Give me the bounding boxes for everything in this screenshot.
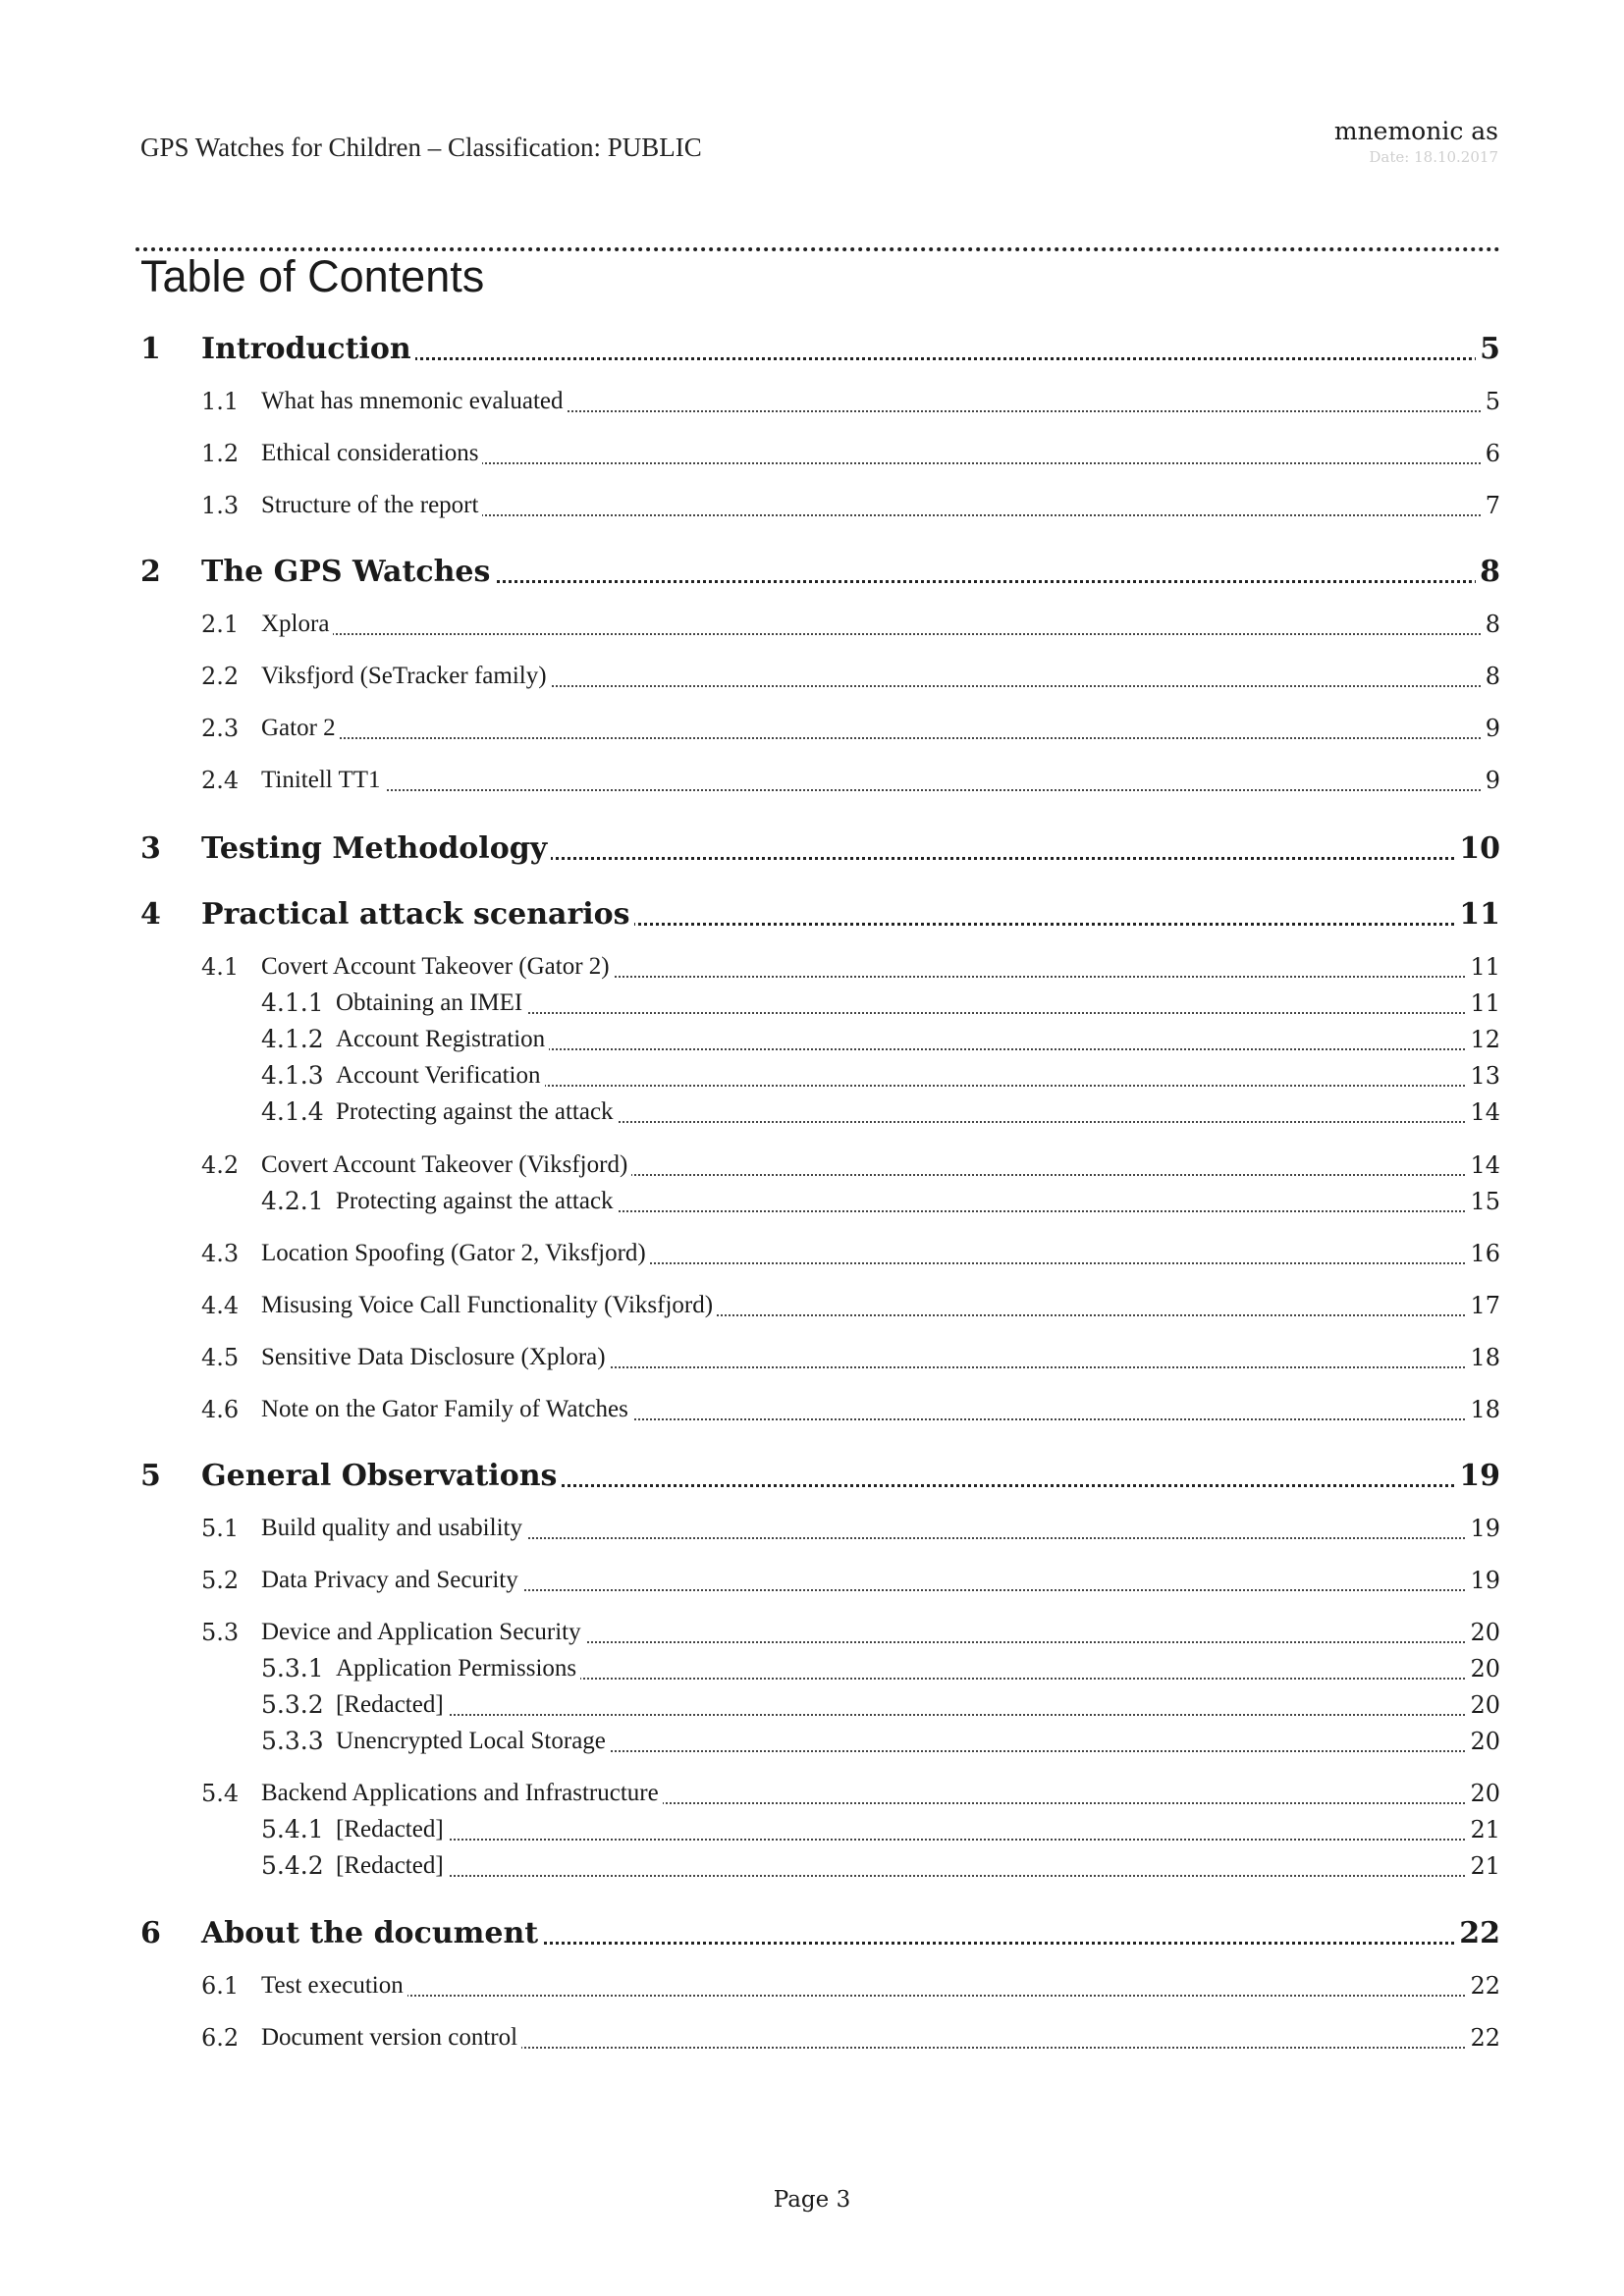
toc-entry-page: 14 <box>1466 1093 1500 1132</box>
toc-entry-label: Covert Account Takeover (Gator 2) <box>261 947 614 987</box>
toc-entry-page: 6 <box>1482 434 1500 473</box>
toc-entry-number: 4.2 <box>201 1146 239 1185</box>
toc-entry[interactable] <box>0 1846 1624 1886</box>
toc-entry-label: [Redacted] <box>336 1846 448 1886</box>
toc-entry-page: 18 <box>1466 1338 1500 1377</box>
toc-entry[interactable] <box>0 1093 1624 1132</box>
document-date: Date: 18.10.2017 <box>1369 148 1498 166</box>
toc-entry-label: Misusing Voice Call Functionality (Viksfjord) <box>261 1286 717 1325</box>
toc-entry-number: 2.1 <box>201 605 239 644</box>
toc-entry-number: 4.1 <box>201 947 239 987</box>
toc-entry-number: 2.3 <box>201 709 239 748</box>
toc-entry[interactable] <box>0 1722 1624 1761</box>
toc-entry[interactable] <box>0 1338 1624 1377</box>
toc-entry[interactable] <box>0 1914 1624 1953</box>
toc-entry[interactable] <box>0 1509 1624 1548</box>
toc-entry-number: 5.4.2 <box>261 1846 324 1886</box>
toc-entry-label: Note on the Gator Family of Watches <box>261 1390 632 1429</box>
toc-entry-page: 8 <box>1476 553 1500 592</box>
toc-entry-page: 18 <box>1466 1390 1500 1429</box>
toc-entry-page: 9 <box>1482 761 1500 800</box>
toc-entry-number: 4.4 <box>201 1286 239 1325</box>
toc-entry-page: 13 <box>1466 1056 1500 1095</box>
toc-entry-number: 6 <box>140 1914 161 1953</box>
toc-entry-page: 20 <box>1466 1685 1500 1725</box>
toc-entry-label: About the document <box>201 1914 542 1953</box>
toc-dot-leader <box>261 750 1496 791</box>
toc-entry-number: 1.3 <box>201 486 239 525</box>
toc-entry-label: [Redacted] <box>336 1810 448 1849</box>
toc-entry-number: 5.3 <box>201 1613 239 1652</box>
toc-entry-label: Gator 2 <box>261 709 340 748</box>
toc-entry[interactable] <box>0 553 1624 592</box>
toc-entry-number: 5.4.1 <box>261 1810 324 1849</box>
toc-entry-label: Structure of the report <box>261 486 482 525</box>
toc-entry-label: [Redacted] <box>336 1685 448 1725</box>
toc-entry-number: 4.1.2 <box>261 1020 324 1059</box>
toc-entry[interactable] <box>0 2018 1624 2057</box>
toc-entry-label: Xplora <box>261 605 333 644</box>
toc-entry-label: Build quality and usability <box>261 1509 526 1548</box>
toc-entry-page: 11 <box>1455 895 1500 934</box>
toc-entry-label: Backend Applications and Infrastructure <box>261 1774 663 1813</box>
toc-entry-page: 9 <box>1482 709 1500 748</box>
toc-entry-page: 20 <box>1466 1649 1500 1688</box>
toc-entry-page: 8 <box>1482 657 1500 696</box>
toc-entry-label: Account Verification <box>336 1056 545 1095</box>
toc-dot-leader <box>336 1836 1496 1877</box>
toc-entry-page: 5 <box>1482 382 1500 421</box>
toc-dot-leader <box>261 594 1496 635</box>
toc-dot-leader <box>261 698 1496 739</box>
toc-entry-page: 22 <box>1466 2018 1500 2057</box>
toc-entry-number: 4.5 <box>201 1338 239 1377</box>
toc-entry-page: 20 <box>1466 1613 1500 1652</box>
toc-entry-page: 19 <box>1466 1509 1500 1548</box>
toc-entry-number: 5.2 <box>201 1561 239 1600</box>
toc-entry-label: Obtaining an IMEI <box>336 984 526 1023</box>
toc-entry-page: 17 <box>1466 1286 1500 1325</box>
toc-entry[interactable] <box>0 605 1624 644</box>
toc-entry-number: 4 <box>140 895 161 934</box>
toc-entry-number: 5 <box>140 1457 161 1496</box>
toc-entry-number: 1.1 <box>201 382 239 421</box>
toc-entry-number: 4.1.3 <box>261 1056 324 1095</box>
toc-entry-page: 21 <box>1466 1810 1500 1849</box>
toc-entry-label: General Observations <box>201 1457 561 1496</box>
toc-entry-label: Document version control <box>261 2018 521 2057</box>
toc-entry-number: 2.4 <box>201 761 239 800</box>
toc-entry-number: 2 <box>140 553 161 592</box>
toc-entry-label: Account Registration <box>336 1020 549 1059</box>
toc-entry-label: The GPS Watches <box>201 553 494 592</box>
toc-entry-number: 5.1 <box>201 1509 239 1548</box>
toc-entry[interactable] <box>0 1234 1624 1273</box>
toc-entry-number: 5.3.3 <box>261 1722 324 1761</box>
toc-entry-page: 8 <box>1482 605 1500 644</box>
toc-entry-page: 12 <box>1466 1020 1500 1059</box>
toc-title: Table of Contents <box>140 251 485 301</box>
toc-entry-label: Application Permissions <box>336 1649 580 1688</box>
toc-entry-label: Ethical considerations <box>261 434 482 473</box>
toc-entry[interactable] <box>0 895 1624 934</box>
company-name: mnemonic as <box>1333 117 1498 145</box>
toc-entry-number: 2.2 <box>201 657 239 696</box>
toc-entry-number: 4.6 <box>201 1390 239 1429</box>
toc-entry[interactable] <box>0 761 1624 800</box>
toc-entry-label: Sensitive Data Disclosure (Xplora) <box>261 1338 610 1377</box>
toc-entry[interactable] <box>0 1561 1624 1600</box>
toc-entry[interactable] <box>0 1457 1624 1496</box>
toc-entry-number: 1.2 <box>201 434 239 473</box>
page-footer: Page 3 <box>773 2187 851 2213</box>
toc-entry-page: 15 <box>1466 1182 1500 1221</box>
toc-entry-label: Device and Application Security <box>261 1613 585 1652</box>
toc-entry-label: Covert Account Takeover (Viksfjord) <box>261 1146 631 1185</box>
toc-entry[interactable] <box>0 709 1624 748</box>
toc-entry-label: Tinitell TT1 <box>261 761 385 800</box>
toc-entry[interactable] <box>0 1390 1624 1429</box>
toc-entry[interactable] <box>0 1966 1624 2005</box>
toc-entry[interactable] <box>0 829 1624 869</box>
toc-entry[interactable] <box>0 382 1624 421</box>
toc-entry-number: 1 <box>140 330 161 369</box>
toc-entry-page: 5 <box>1476 330 1500 369</box>
toc-entry-label: What has mnemonic evaluated <box>261 382 568 421</box>
toc-entry-page: 7 <box>1482 486 1500 525</box>
toc-entry-page: 22 <box>1455 1914 1500 1953</box>
toc-entry-page: 11 <box>1466 947 1500 987</box>
toc-entry-page: 20 <box>1466 1722 1500 1761</box>
toc-entry-number: 5.3.1 <box>261 1649 324 1688</box>
toc-entry-label: Introduction <box>201 330 415 369</box>
toc-entry-label: Viksfjord (SeTracker family) <box>261 657 551 696</box>
toc-entry-page: 16 <box>1466 1234 1500 1273</box>
toc-entry-number: 4.1.1 <box>261 984 324 1023</box>
toc-entry-label: Protecting against the attack <box>336 1093 618 1132</box>
toc-entry-number: 5.3.2 <box>261 1685 324 1725</box>
toc-entry-page: 22 <box>1466 1966 1500 2005</box>
toc-entry-number: 6.1 <box>201 1966 239 2005</box>
toc-entry-label: Practical attack scenarios <box>201 895 634 934</box>
toc-entry-page: 10 <box>1455 829 1500 869</box>
toc-entry-label: Location Spoofing (Gator 2, Viksfjord) <box>261 1234 650 1273</box>
toc-entry-page: 21 <box>1466 1846 1500 1886</box>
toc-entry[interactable] <box>0 434 1624 473</box>
toc-entry-page: 20 <box>1466 1774 1500 1813</box>
toc-dot-leader <box>336 1799 1496 1841</box>
toc-entry-label: Test execution <box>261 1966 407 2005</box>
toc-entry-label: Testing Methodology <box>201 829 551 869</box>
toc-entry-label: Protecting against the attack <box>336 1182 618 1221</box>
toc-entry-number: 5.4 <box>201 1774 239 1813</box>
toc-entry-label: Unencrypted Local Storage <box>336 1722 610 1761</box>
toc-entry[interactable] <box>0 330 1624 369</box>
toc-entry-number: 3 <box>140 829 161 869</box>
toc-entry-page: 14 <box>1466 1146 1500 1185</box>
toc-entry-number: 4.2.1 <box>261 1182 324 1221</box>
toc-entry[interactable] <box>0 1182 1624 1221</box>
toc-entry-number: 4.1.4 <box>261 1093 324 1132</box>
toc-dot-leader <box>336 1675 1496 1716</box>
toc-entry[interactable] <box>0 657 1624 696</box>
toc-entry-number: 4.3 <box>201 1234 239 1273</box>
toc-entry-page: 19 <box>1455 1457 1500 1496</box>
toc-entry-number: 6.2 <box>201 2018 239 2057</box>
toc-entry-label: Data Privacy and Security <box>261 1561 522 1600</box>
toc-dot-leader <box>261 1955 1496 1997</box>
toc-entry[interactable] <box>0 1286 1624 1325</box>
toc-entry-page: 11 <box>1466 984 1500 1023</box>
toc-entry[interactable] <box>0 486 1624 525</box>
toc-entry-page: 19 <box>1466 1561 1500 1600</box>
page-header-left: GPS Watches for Children – Classification: PUBLIC <box>140 133 702 162</box>
